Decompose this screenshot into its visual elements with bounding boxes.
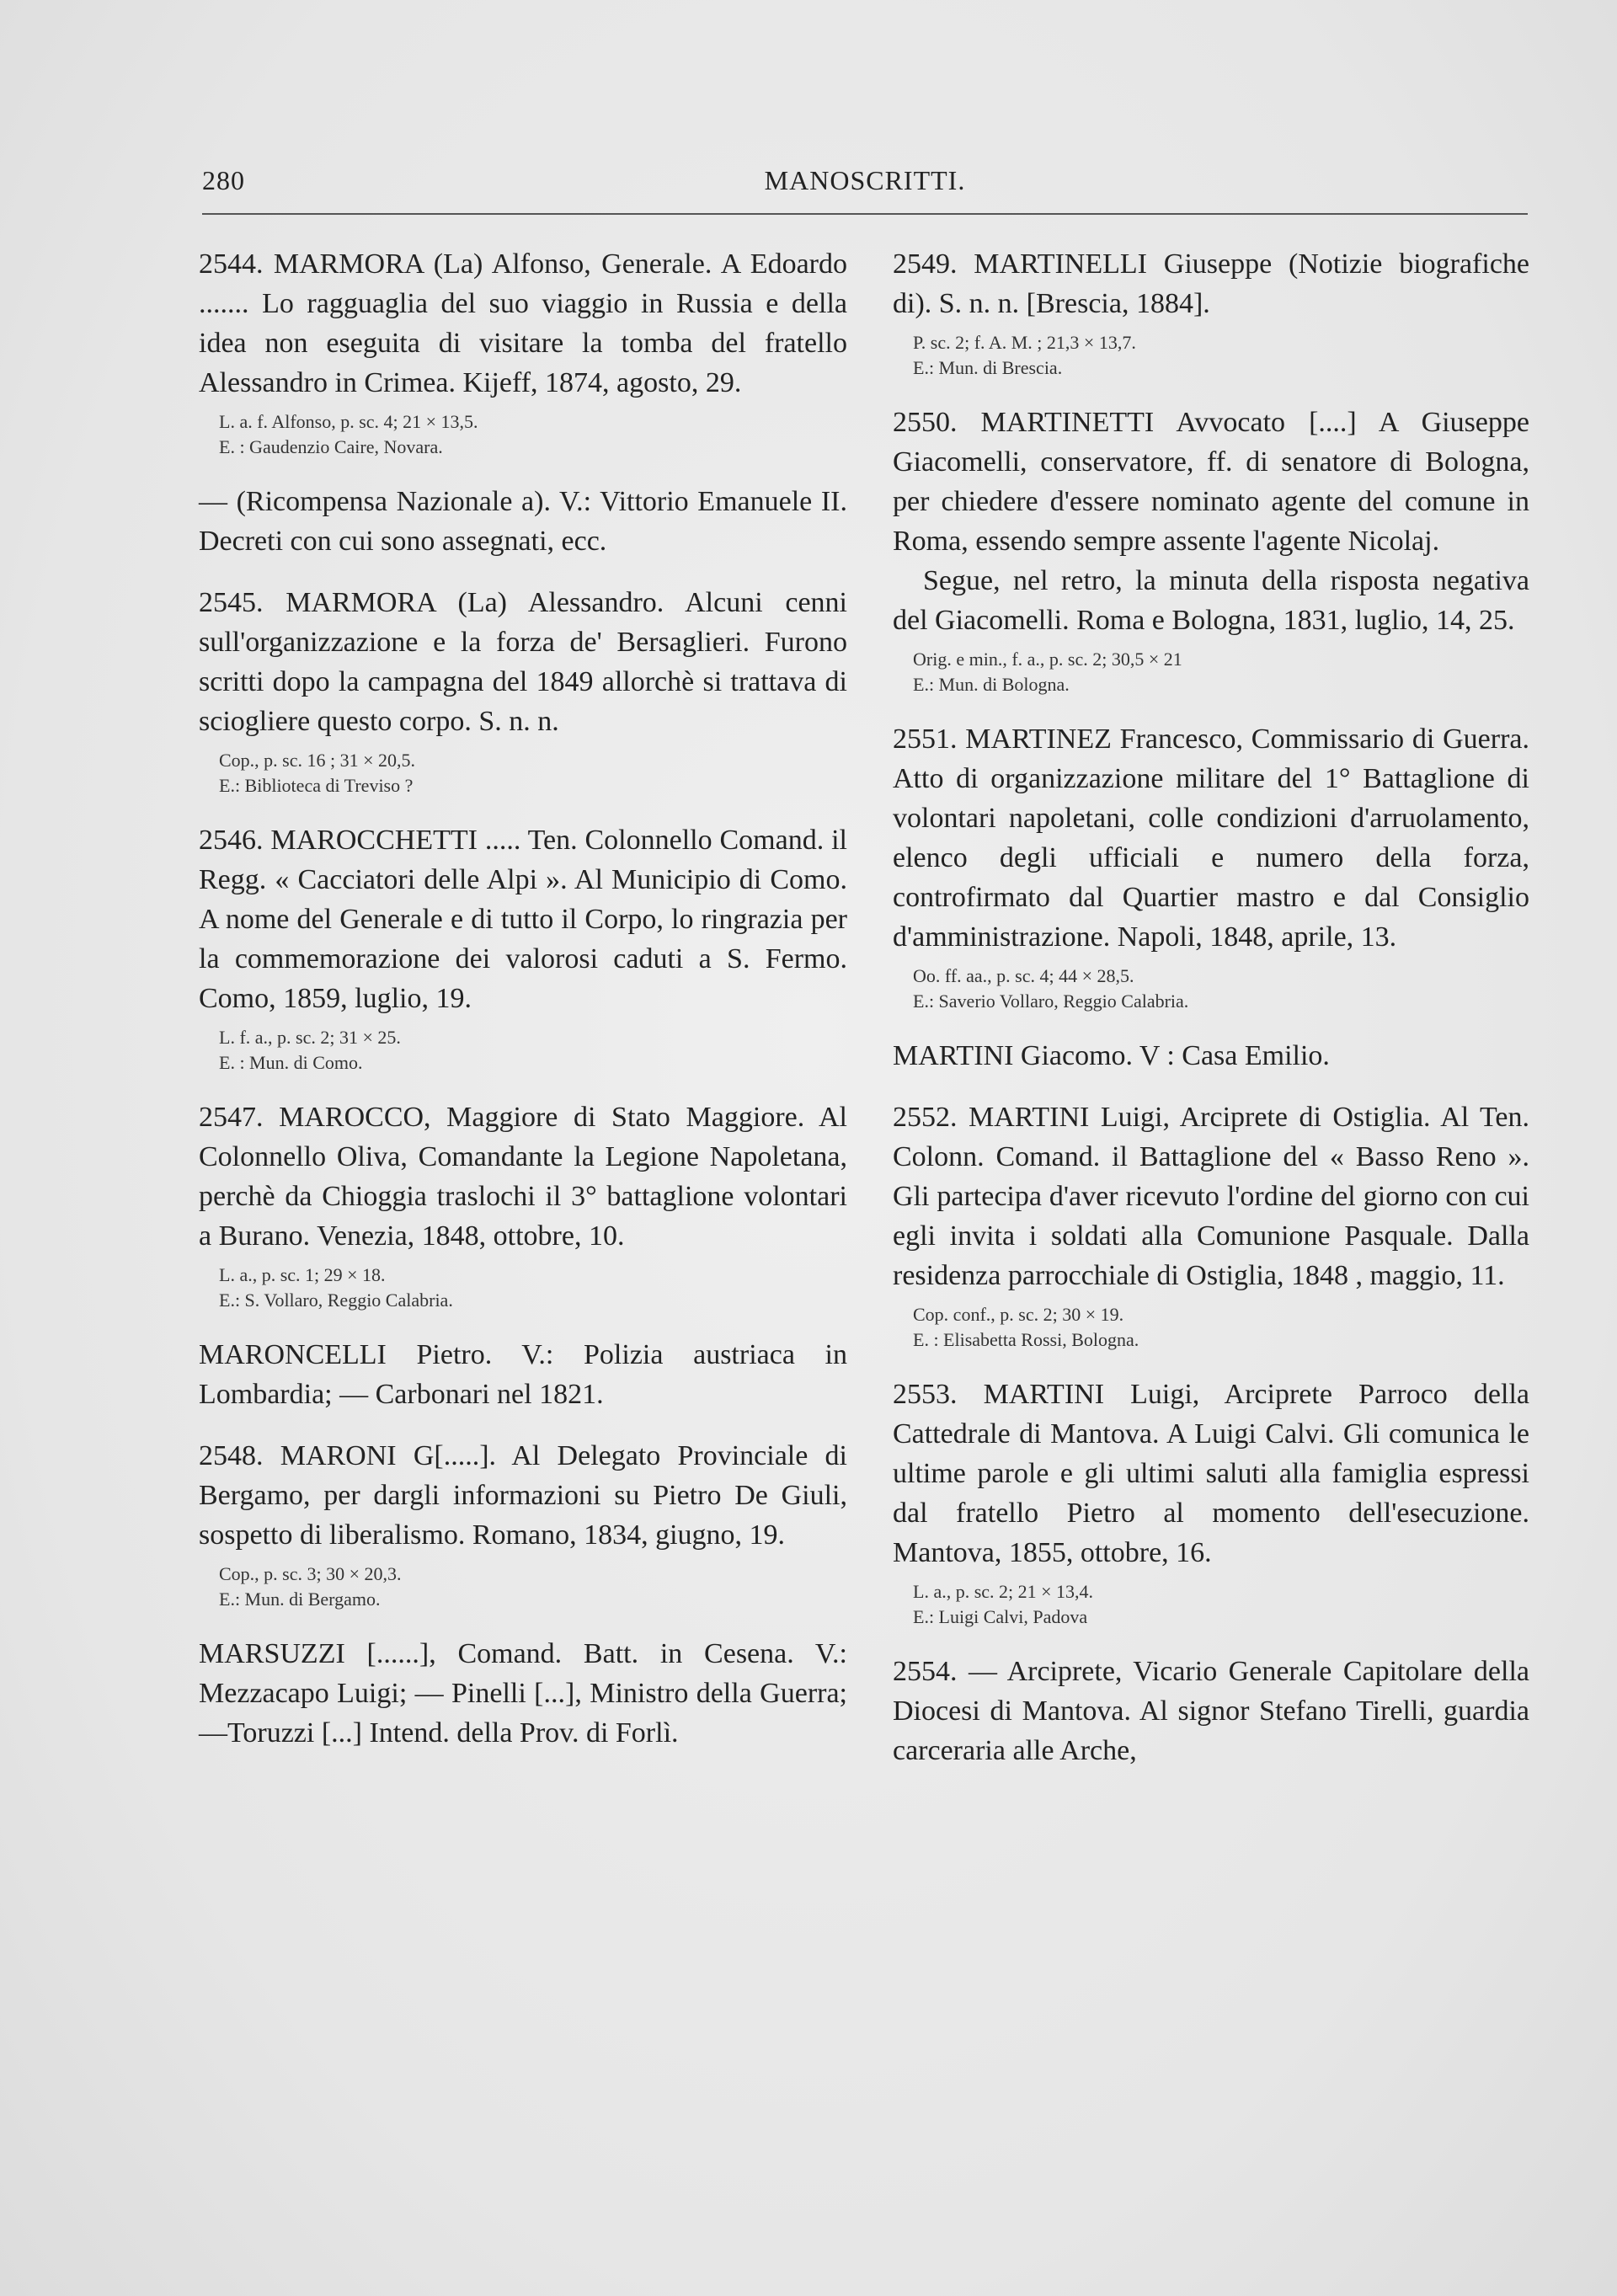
entry-description: Cop., p. sc. 3; 30 × 20,3.: [219, 1563, 402, 1584]
running-title: MANOSCRITTI.: [764, 165, 966, 195]
entry-text: 2551. MARTINEZ Francesco, Commissario di Guerra. Atto di organizzazione militare del 1° Battaglione di volontari napoletani, colle condizioni d'arruolamento, elenco degli ufficiali e numero della forza, controfirmato dal Quartier mastro e dal Consiglio d'amministrazione. Napoli, 1848, aprile, 13.: [893, 724, 1529, 953]
entry-text: 2548. MARONI G[.....]. Al Delegato Provinciale di Bergamo, per dargli informazioni su Pietro De Giuli, sospetto di liberalismo. Romano, 1834, giugno, 19.: [199, 1440, 847, 1551]
catalog-entry: [893, 403, 1529, 697]
entry-description: L. a., p. sc. 1; 29 × 18.: [219, 1264, 386, 1285]
entry-owner: E.: Mun. di Bergamo.: [219, 1589, 381, 1610]
entry-continuation: Segue, nel retro, la minuta della risposta negativa del Giacomelli. Roma e Bologna, 1831, luglio, 14, 25.: [893, 565, 1529, 636]
catalog-entry: [199, 244, 847, 460]
entry-description: P. sc. 2; f. A. M. ; 21,3 × 13,7.: [913, 332, 1136, 353]
entry-owner: E. : Elisabetta Rossi, Bologna.: [913, 1329, 1139, 1350]
entry-meta: [199, 1025, 847, 1076]
entry-text: 2549. MARTINELLI Giuseppe (Notizie biografiche di). S. n. n. [Brescia, 1884].: [893, 248, 1529, 319]
entry-text: 2553. MARTINI Luigi, Arciprete Parroco della Cattedrale di Mantova. A Luigi Calvi. Gli comunica le ultime parole e gli ultimi saluti alla famiglia espressi dal fratello Pietro al momento dell'esecuzione. Mantova, 1855, ottobre, 16.: [893, 1379, 1529, 1568]
cross-reference: [199, 1335, 847, 1414]
catalog-entry: [893, 719, 1529, 1014]
entry-text: 2545. MARMORA (La) Alessandro. Alcuni cenni sull'organizzazione e la forza de' Bersaglieri. Furono scritti dopo la campagna del 1849 allorchè si trattava di sciogliere questo corpo. S. n. n.: [199, 587, 847, 737]
page-number: 280: [202, 165, 245, 195]
entry-meta: [199, 1263, 847, 1313]
entry-text: MARSUZZI [......], Comand. Batt. in Cesena. V.: Mezzacapo Luigi; — Pinelli [...], Ministro della Guerra; —Toruzzi [...] Intend. della Prov. di Forlì.: [199, 1638, 847, 1749]
catalog-entry: [893, 1652, 1529, 1770]
left-column: [199, 244, 847, 1775]
cross-reference: [199, 1634, 847, 1753]
entry-description: Cop. conf., p. sc. 2; 30 × 19.: [913, 1304, 1124, 1325]
entry-meta: [199, 748, 847, 798]
header-rule: [202, 213, 1528, 215]
entry-meta: [893, 647, 1529, 697]
entry-description: L. f. a., p. sc. 2; 31 × 25.: [219, 1027, 401, 1048]
entry-owner: E.: Mun. di Brescia.: [913, 357, 1063, 378]
entry-meta: [893, 330, 1529, 381]
entry-owner: E.: S. Vollaro, Reggio Calabria.: [219, 1289, 453, 1311]
cross-reference: [893, 1036, 1529, 1076]
catalog-entry: [893, 244, 1529, 381]
entry-text: 2546. MAROCCHETTI ..... Ten. Colonnello Comand. il Regg. « Cacciatori delle Alpi ». Al Municipio di Como. A nome del Generale e di tutto il Corpo, lo ringrazia per la commemorazione dei valorosi caduti a S. Fermo. Como, 1859, luglio, 19.: [199, 825, 847, 1014]
right-column: [893, 244, 1529, 1792]
entry-meta: [893, 964, 1529, 1014]
entry-description: Cop., p. sc. 16 ; 31 × 20,5.: [219, 750, 416, 771]
entry-text: 2544. MARMORA (La) Alfonso, Generale. A Edoardo ....... Lo ragguaglia del suo viaggio in Russia e della idea non eseguita di visitare la tomba del fratello Alessandro in Crimea. Kijeff, 1874, agosto, 29.: [199, 248, 847, 398]
entry-text: 2550. MARTINETTI Avvocato [....] A Giuseppe Giacomelli, conservatore, ff. di senatore di Bologna, per chiedere d'essere nominato agente del comune in Roma, essendo sempre assente l'agente Nicolaj.: [893, 407, 1529, 557]
entry-meta: [893, 1579, 1529, 1630]
entry-text: — (Ricompensa Nazionale a). V.: Vittorio Emanuele II. Decreti con cui sono assegnati, ecc.: [199, 486, 847, 557]
entry-owner: E.: Biblioteca di Treviso ?: [219, 775, 414, 796]
entry-owner: E. : Gaudenzio Caire, Novara.: [219, 436, 443, 457]
catalog-entry: [893, 1375, 1529, 1630]
entry-meta: [199, 1562, 847, 1612]
entry-description: L. a. f. Alfonso, p. sc. 4; 21 × 13,5.: [219, 411, 478, 432]
entry-text: MARONCELLI Pietro. V.: Polizia austriaca in Lombardia; — Carbonari nel 1821.: [199, 1339, 847, 1410]
entry-owner: E.: Mun. di Bologna.: [913, 674, 1070, 695]
page-header: [202, 165, 1528, 207]
entry-text: 2547. MAROCCO, Maggiore di Stato Maggiore. Al Colonnello Oliva, Comandante la Legione Napoletana, perchè da Chioggia traslochi il 3° battaglione volontari a Burano. Venezia, 1848, ottobre, 10.: [199, 1102, 847, 1252]
entry-meta: [893, 1302, 1529, 1353]
entry-description: Orig. e min., f. a., p. sc. 2; 30,5 × 21: [913, 649, 1182, 670]
catalog-entry: [199, 820, 847, 1076]
catalog-entry: [199, 1436, 847, 1612]
entry-text: 2554. — Arciprete, Vicario Generale Capitolare della Diocesi di Mantova. Al signor Stefano Tirelli, guardia carceraria alle Arche,: [893, 1656, 1529, 1766]
catalog-entry: [893, 1097, 1529, 1353]
entry-meta: [199, 409, 847, 460]
cross-reference: [199, 482, 847, 561]
entry-owner: E. : Mun. di Como.: [219, 1052, 363, 1073]
catalog-entry: [199, 583, 847, 798]
catalog-entry: [199, 1097, 847, 1313]
entry-description: L. a., p. sc. 2; 21 × 13,4.: [913, 1581, 1094, 1602]
entry-text: MARTINI Giacomo. V : Casa Emilio.: [893, 1040, 1330, 1071]
entry-owner: E.: Saverio Vollaro, Reggio Calabria.: [913, 990, 1189, 1012]
entry-description: Oo. ff. aa., p. sc. 4; 44 × 28,5.: [913, 965, 1134, 986]
entry-owner: E.: Luigi Calvi, Padova: [913, 1606, 1088, 1627]
entry-text: 2552. MARTINI Luigi, Arciprete di Ostiglia. Al Ten. Colonn. Comand. il Battaglione del « Basso Reno ». Gli partecipa d'aver ricevuto l'ordine del giorno con cui egli invita i soldati alla Comunione Pasquale. Dalla residenza parrocchiale di Ostiglia, 1848 , maggio, 11.: [893, 1102, 1529, 1291]
